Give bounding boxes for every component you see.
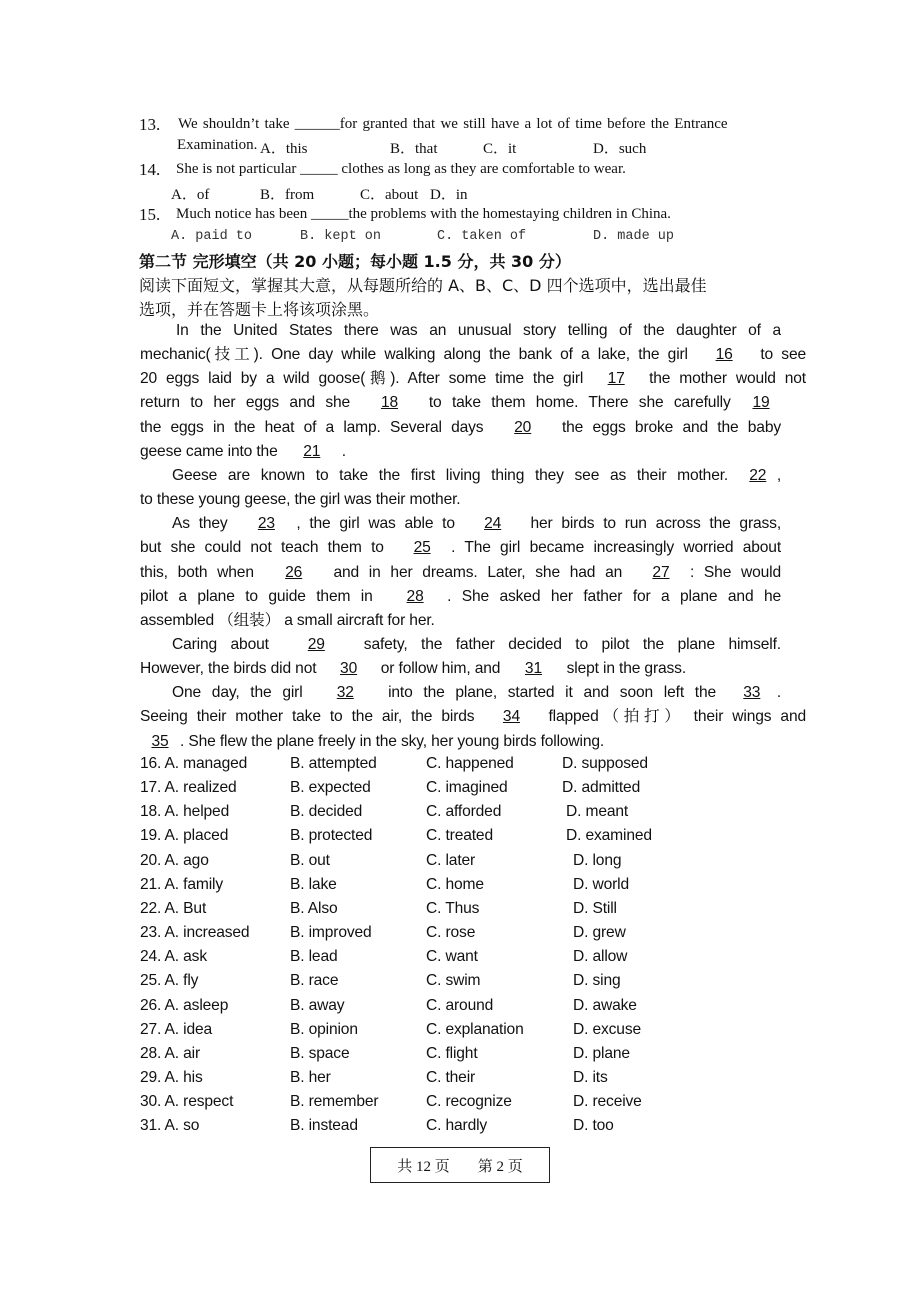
passage-text: . She flew the plane freely in the sky, her young birds following. <box>180 732 605 750</box>
passage-text: and in her dreams. Later, she had an <box>323 563 632 581</box>
option-20-b: B. out <box>290 851 330 869</box>
option-27-a: 27. A. idea <box>140 1020 213 1038</box>
option-19-b: B. protected <box>290 827 373 845</box>
passage-text: but she could not teach them to <box>140 539 394 557</box>
option-22-c: C. Thus <box>426 899 480 917</box>
option-27-c: C. explanation <box>426 1020 524 1038</box>
option-29-d: D. its <box>573 1068 608 1086</box>
passage-line <box>140 489 460 511</box>
blank-17: 17 <box>607 370 625 388</box>
blank-29: 29 <box>307 635 325 653</box>
option-17-a: 17. A. realized <box>140 779 237 797</box>
option-30-d: D. receive <box>573 1093 642 1111</box>
section-instructions-cont: 选项，并在答题卡上将该项涂黑。 <box>139 300 380 319</box>
passage-text: safety, the father decided to pilot the plane himself. <box>350 635 781 653</box>
option-24-c: C. want <box>426 948 478 966</box>
option-25-b: B. race <box>290 972 339 990</box>
option-29-c: C. their <box>426 1068 476 1086</box>
passage-text: to see <box>752 346 806 364</box>
option-16-c: C. happened <box>426 755 514 772</box>
option-16-b: B. attempted <box>290 755 377 772</box>
option-25-c: C. swim <box>426 972 481 990</box>
passage-line <box>140 634 781 656</box>
option-28-d: D. plane <box>573 1044 630 1062</box>
question-13-option-d: D．such <box>593 141 647 157</box>
passage-line <box>140 537 781 559</box>
blank-19: 19 <box>752 394 770 412</box>
passage-text: . <box>341 442 346 460</box>
option-31-b: B. instead <box>290 1117 358 1135</box>
blank-24: 24 <box>484 515 502 533</box>
option-18-b: B. decided <box>290 803 363 821</box>
option-28-c: C. flight <box>426 1044 478 1062</box>
passage-line <box>140 417 781 439</box>
question-15-option-a: A. paid to <box>171 229 253 244</box>
option-20-d: D. long <box>573 851 622 869</box>
question-13-stem-cont: Examination. <box>177 137 258 153</box>
option-29-a: 29. A. his <box>140 1068 203 1086</box>
option-20-a: 20. A. ago <box>140 851 209 869</box>
blank-27: 27 <box>652 563 670 581</box>
passage-text: the eggs in the heat of a lamp. Several days <box>140 418 493 436</box>
question-13-number: 13. <box>139 115 161 134</box>
question-13-option-c: C．it <box>483 141 517 157</box>
current-page: 第 2 页 <box>477 1158 523 1175</box>
blank-28: 28 <box>406 587 424 605</box>
passage-line <box>140 706 806 728</box>
passage-text: , <box>776 466 781 484</box>
passage-line <box>140 513 781 535</box>
option-16-a: 16. A. managed <box>140 755 248 772</box>
option-30-b: B. remember <box>290 1093 379 1111</box>
option-31-a: 31. A. so <box>140 1117 200 1135</box>
section-instructions: 阅读下面短文，掌握其大意，从每题所给的 A、B、C、D 四个选项中，选出最佳 <box>139 276 707 295</box>
question-15-option-c: C. taken of <box>437 229 527 244</box>
passage-text: geese came into the <box>140 442 282 460</box>
option-26-d: D. awake <box>573 996 637 1014</box>
passage-line <box>140 586 781 608</box>
question-14-option-c: C．about <box>360 187 419 203</box>
passage-text: assembled （组装） a small aircraft for her. <box>140 611 435 629</box>
question-15-number: 15. <box>139 205 161 224</box>
option-30-c: C. recognize <box>426 1093 512 1111</box>
option-23-b: B. improved <box>290 924 372 942</box>
question-14-option-a: A．of <box>171 187 210 203</box>
option-26-c: C. around <box>426 996 494 1014</box>
option-23-c: C. rose <box>426 924 476 942</box>
passage-line <box>140 344 806 366</box>
passage-text: to take them home. There she carefully <box>418 394 741 412</box>
option-30-a: 30. A. respect <box>140 1093 234 1111</box>
passage-line <box>140 320 781 342</box>
option-20-c: C. later <box>426 851 476 869</box>
blank-16: 16 <box>715 346 733 364</box>
passage-text: or follow him, and <box>376 660 505 678</box>
option-16-d: D. supposed <box>562 755 648 772</box>
passage-line <box>140 392 781 414</box>
passage-text: pilot a plane to guide them in <box>140 587 384 605</box>
passage-text: . She asked her father for a plane and he <box>447 587 781 605</box>
option-24-b: B. lead <box>290 948 338 966</box>
passage-text: this, both when <box>140 563 264 581</box>
option-21-a: 21. A. family <box>140 875 223 893</box>
option-22-a: 22. A. But <box>140 899 207 917</box>
passage-text: One day, the girl <box>172 684 314 702</box>
passage-line <box>140 731 604 753</box>
passage-text: return to her eggs and she <box>140 394 361 412</box>
passage-text: her birds to run across the grass, <box>521 515 781 533</box>
passage-text: : She would <box>689 563 781 581</box>
option-22-b: B. Also <box>290 899 338 917</box>
option-18-c: C. afforded <box>426 803 502 821</box>
option-25-a: 25. A. fly <box>140 972 199 990</box>
page-footer <box>370 1147 550 1183</box>
option-28-b: B. space <box>290 1044 350 1062</box>
passage-text: 20 eggs laid by a wild goose(鹅). After some time the girl <box>140 370 593 388</box>
option-25-d: D. sing <box>573 972 621 990</box>
passage-text: flapped（拍打） their wings and <box>539 708 806 726</box>
blank-22: 22 <box>749 466 767 484</box>
option-31-d: D. too <box>573 1117 614 1135</box>
option-26-b: B. away <box>290 996 345 1014</box>
passage-text: Caring about <box>172 635 283 653</box>
option-29-b: B. her <box>290 1068 331 1086</box>
blank-33: 33 <box>743 684 761 702</box>
passage-line <box>140 562 781 584</box>
option-18-d: D. meant <box>566 803 629 821</box>
passage-text: the mother would not <box>640 370 806 388</box>
blank-26: 26 <box>285 563 303 581</box>
passage-text: In the United States there was an unusual story telling of the daughter of a <box>176 322 781 339</box>
section-title: 第二节 完形填空（共 20 小题；每小题 1.5 分，共 30 分） <box>139 252 571 271</box>
passage-text: , the girl was able to <box>296 515 464 533</box>
blank-23: 23 <box>257 515 275 533</box>
passage-text: to these young geese, the girl was their mother. <box>140 491 461 509</box>
option-19-a: 19. A. placed <box>140 827 229 845</box>
option-17-c: C. imagined <box>426 779 508 797</box>
question-15-option-d: D. made up <box>593 229 675 244</box>
option-26-a: 26. A. asleep <box>140 996 229 1014</box>
passage-text: mechanic(技工). One day while walking along the bank of a lake, the girl <box>140 346 697 364</box>
blank-31: 31 <box>524 660 542 678</box>
passage-line <box>140 610 435 632</box>
option-21-b: B. lake <box>290 875 337 893</box>
passage-line <box>140 441 346 463</box>
question-15-stem: Much notice has been _____the problems with the homestaying children in China. <box>176 206 671 222</box>
option-27-d: D. excuse <box>573 1020 641 1038</box>
blank-25: 25 <box>413 539 431 557</box>
question-13-option-b: B．that <box>390 141 438 157</box>
blank-21: 21 <box>303 442 321 460</box>
option-27-b: B. opinion <box>290 1020 358 1038</box>
question-13-option-a: A．this <box>260 141 308 157</box>
question-14-stem: She is not particular _____ clothes as long as they are comfortable to wear. <box>176 161 626 177</box>
question-13-stem: We shouldn’t take ______for granted that we still have a lot of time before the Entrance <box>178 116 728 132</box>
option-21-c: C. home <box>426 875 484 893</box>
blank-18: 18 <box>380 394 398 412</box>
option-31-c: C. hardly <box>426 1117 488 1135</box>
passage-text: slept in the grass. <box>562 660 687 678</box>
question-14-option-b: B．from <box>260 187 315 203</box>
passage-text: the eggs broke and the baby <box>552 418 781 436</box>
passage-line <box>140 658 686 680</box>
option-18-a: 18. A. helped <box>140 803 230 821</box>
option-23-a: 23. A. increased <box>140 924 250 942</box>
passage-text: Geese are known to take the first living thing they see as their mother. <box>172 466 739 484</box>
passage-text: However, the birds did not <box>140 660 321 678</box>
blank-30: 30 <box>340 660 358 678</box>
passage-line <box>140 682 781 704</box>
total-pages: 共 12 页 <box>397 1158 450 1175</box>
blank-34: 34 <box>502 708 520 726</box>
option-19-d: D. examined <box>566 827 652 845</box>
question-15-option-b: B. kept on <box>300 229 382 244</box>
passage-text: . <box>776 684 781 702</box>
blank-35: 35 <box>151 732 169 750</box>
option-22-d: D. Still <box>573 899 617 917</box>
option-17-b: B. expected <box>290 779 371 797</box>
question-14-option-d: D．in <box>430 187 468 203</box>
passage-line <box>140 368 806 390</box>
option-19-c: C. treated <box>426 827 493 845</box>
option-21-d: D. world <box>573 875 629 893</box>
passage-line <box>140 465 781 487</box>
blank-32: 32 <box>336 684 354 702</box>
option-17-d: D. admitted <box>562 779 641 797</box>
option-28-a: 28. A. air <box>140 1044 201 1062</box>
passage-text: into the plane, started it and soon left the <box>377 684 727 702</box>
option-24-a: 24. A. ask <box>140 948 207 966</box>
passage-text: Seeing their mother take to the air, the birds <box>140 708 484 726</box>
option-24-d: D. allow <box>573 948 628 966</box>
blank-20: 20 <box>514 418 532 436</box>
passage-text: . The girl became increasingly worried about <box>451 539 781 557</box>
question-14-number: 14. <box>139 160 161 179</box>
passage-text: As they <box>172 515 237 533</box>
option-23-d: D. grew <box>573 924 626 942</box>
